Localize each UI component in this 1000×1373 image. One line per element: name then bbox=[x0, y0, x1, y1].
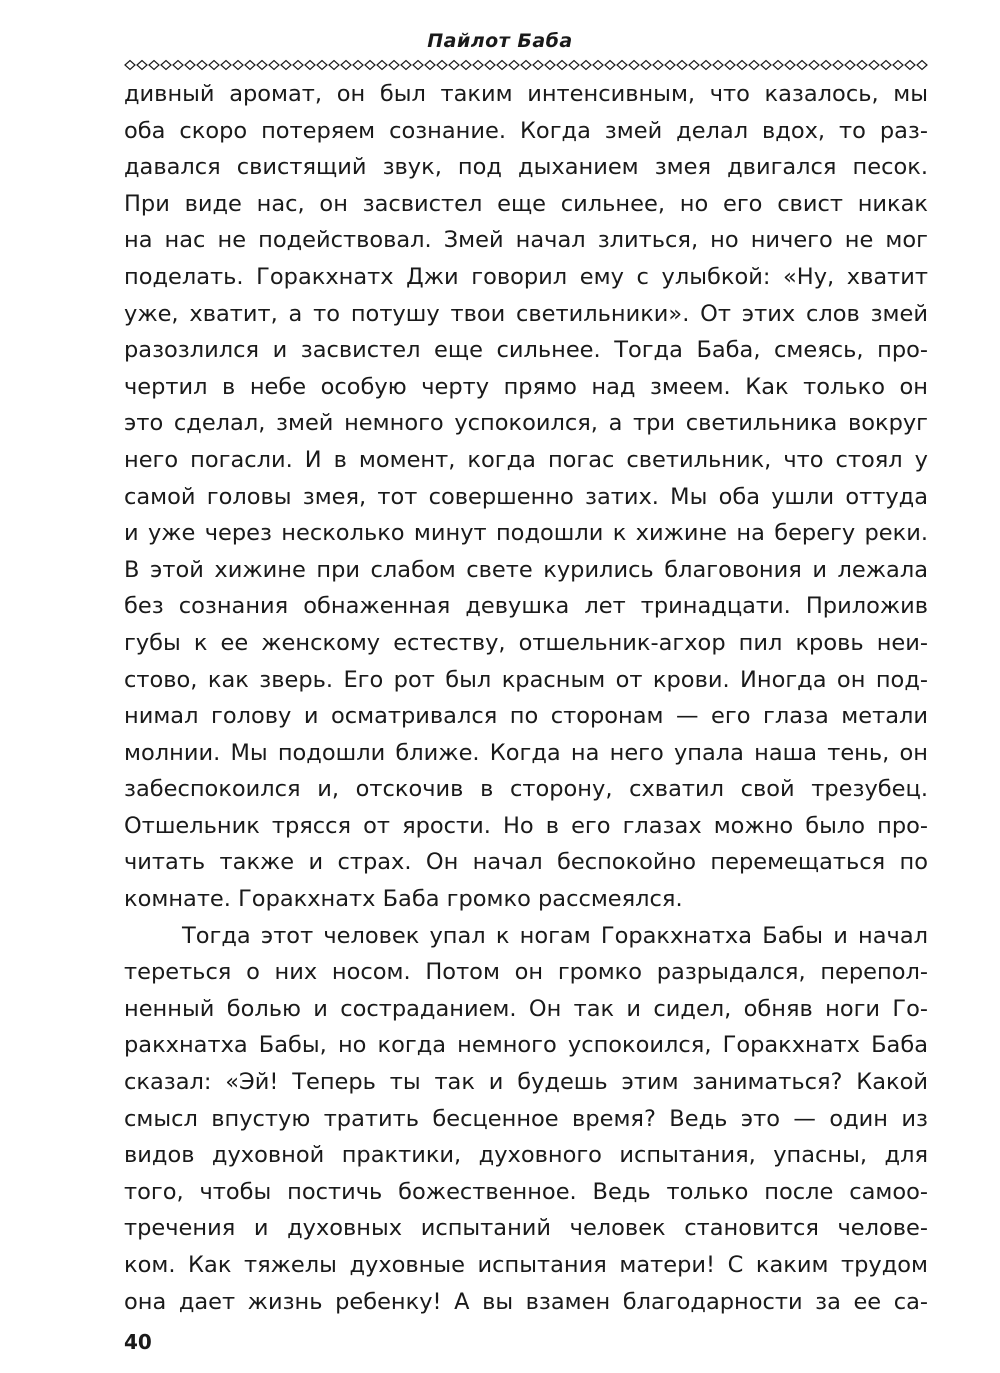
text-line: сказал: «Эй! Теперь ты так и будешь этим заниматься? Какой bbox=[124, 1069, 928, 1096]
text-line: это сделал, змей немного успокоился, а три светильника вокруг bbox=[124, 410, 928, 437]
text-line: она дает жизнь ребенку! А вы взамен благодарности за ее са- bbox=[124, 1288, 928, 1315]
body-text bbox=[124, 76, 928, 1320]
text-line: самой головы змея, тот совершенно затих. Мы оба ушли оттуда bbox=[124, 483, 928, 510]
text-line: и уже через несколько минут подошли к хижине на берегу реки. bbox=[124, 520, 928, 547]
text-line: без сознания обнаженная девушка лет тринадцати. Приложив bbox=[124, 593, 928, 620]
text-line: В этой хижине при слабом свете курились благовония и лежала bbox=[124, 556, 928, 583]
page-number: 40 bbox=[124, 1330, 152, 1354]
text-line: того, чтобы постичь божественное. Ведь только после самоо- bbox=[124, 1178, 928, 1205]
text-line: уже, хватит, а то потушу твои светильники». От этих слов змей bbox=[124, 300, 928, 327]
text-line: губы к ее женскому естеству, отшельник-агхор пил кровь неи- bbox=[124, 629, 928, 656]
text-line: него погасли. И в момент, когда погас светильник, что стоял у bbox=[124, 446, 928, 473]
text-line: забеспокоился и, отскочив в сторону, схватил свой трезубец. bbox=[124, 776, 928, 803]
text-line: разозлился и засвистел еще сильнее. Тогда Баба, смеясь, про- bbox=[124, 337, 928, 364]
text-line: тереться о них носом. Потом он громко разрыдался, перепол- bbox=[124, 959, 928, 986]
text-line: Тогда этот человек упал к ногам Горакхнатха Бабы и начал bbox=[182, 922, 928, 949]
text-line: тречения и духовных испытаний человек становится челове- bbox=[124, 1215, 928, 1242]
text-line: молнии. Мы подошли ближе. Когда на него упала наша тень, он bbox=[124, 739, 928, 766]
text-line: оба скоро потеряем сознание. Когда змей делал вдох, то раз- bbox=[124, 117, 928, 144]
text-line: комнате. Горакхнатх Баба громко рассмеялся. bbox=[124, 886, 683, 913]
text-line: ракхнатха Бабы, но когда немного успокоился, Горакхнатх Баба bbox=[124, 1032, 928, 1059]
text-line: поделать. Горакхнатх Джи говорил ему с улыбкой: «Ну, хватит bbox=[124, 263, 928, 290]
text-line: При виде нас, он засвистел еще сильнее, но его свист никак bbox=[124, 190, 928, 217]
text-line: дивный аромат, он был таким интенсивным, что казалось, мы bbox=[124, 81, 928, 107]
text-line: чертил в небе особую черту прямо над змеем. Как только он bbox=[124, 373, 928, 400]
text-line: читать также и страх. Он начал беспокойно перемещаться по bbox=[124, 849, 928, 876]
text-line: стово, как зверь. Его рот был красным от крови. Иногда он под- bbox=[124, 666, 928, 693]
text-line: нимал голову и осматривался по сторонам — его глаза метали bbox=[124, 703, 928, 730]
text-line: видов духовной практики, духовного испытания, упасны, для bbox=[124, 1142, 928, 1169]
text-line: смысл впустую тратить бесценное время? Ведь это — один из bbox=[124, 1105, 928, 1132]
running-title: Пайлот Баба bbox=[427, 30, 573, 52]
text-line: на нас не подействовал. Змей начал злиться, но ничего не мог bbox=[124, 227, 928, 254]
text-line: ненный болью и состраданием. Он так и сидел, обняв ноги Го- bbox=[124, 995, 928, 1022]
text-line: давался свистящий звук, под дыханием змея двигался песок. bbox=[124, 154, 928, 181]
text-line: Отшельник трясся от ярости. Но в его глазах можно было про- bbox=[124, 812, 928, 839]
text-line: ком. Как тяжелы духовные испытания матери! С каким трудом bbox=[124, 1252, 928, 1278]
decorative-rule bbox=[124, 58, 928, 72]
